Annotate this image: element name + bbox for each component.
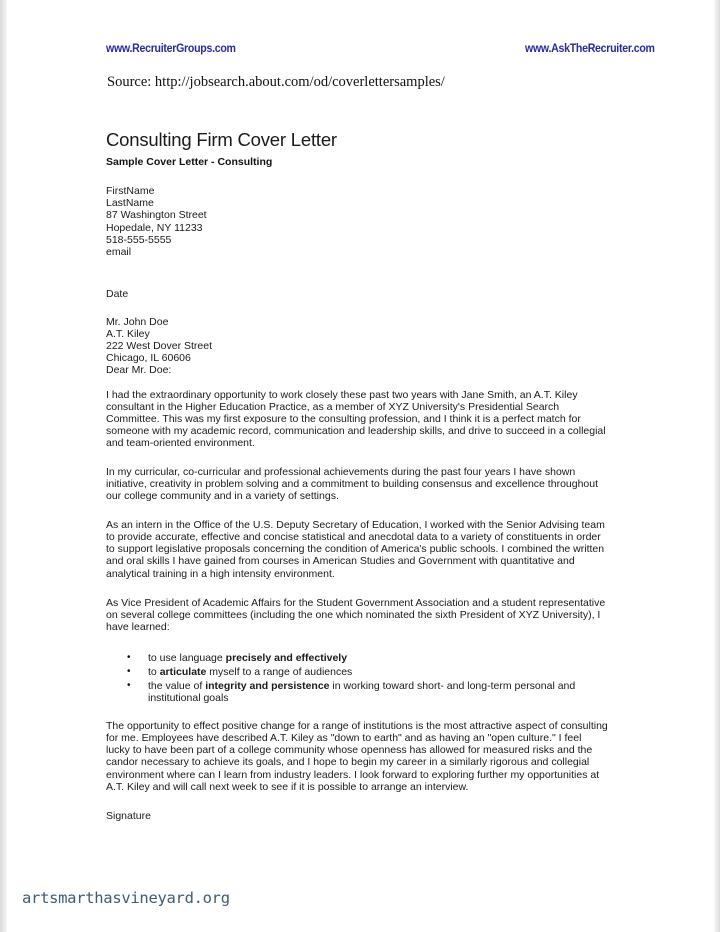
bullet-item — [148, 666, 352, 678]
recipient-line: 222 West Dover Street — [106, 340, 213, 352]
paragraph-line: I had the extraordinary opportunity to work closely these past two years with Jane Smith, an A.T. Kiley — [106, 389, 578, 401]
sender-line: 518-555-5555 — [106, 234, 172, 246]
date-line: Date — [106, 288, 129, 300]
bullet-text: the value of — [148, 680, 206, 692]
header-left-link[interactable]: www.RecruiterGroups.com — [106, 43, 236, 55]
sender-line: 87 Washington Street — [106, 209, 207, 221]
paragraph-line: Committee. This was my first exposure to the consulting profession, and I think it is a perfect match for — [106, 413, 581, 425]
signature-line: Signature — [106, 810, 151, 822]
sender-line: FirstName — [106, 185, 155, 197]
recipient-line: Chicago, IL 60606 — [106, 352, 191, 364]
salutation: Dear Mr. Doe: — [106, 364, 172, 376]
paragraph-line: As Vice President of Academic Affairs for the Student Government Association and a student representative — [106, 597, 606, 609]
paragraph-line: initiative, creativity in problem solving and a commitment to building consensus and excellence throughout — [106, 478, 599, 490]
paragraph-line: and team-oriented environment. — [106, 437, 255, 449]
bullet-item — [148, 652, 347, 664]
page-edge-right — [714, 0, 720, 932]
paragraph-line: As an intern in the Office of the U.S. Deputy Secretary of Education, I worked with the Senior Advising team — [106, 519, 605, 531]
paragraph-line: and oral skills I have gained from courses in American Studies and Government with quantitative and — [106, 555, 575, 567]
bullet-text: to use language — [148, 652, 226, 664]
paragraph-line: analytical training in a high intensity environment. — [106, 568, 335, 580]
bullet-text: in working toward short- and long-term personal and — [329, 680, 576, 692]
sender-line: Hopedale, NY 11233 — [106, 222, 203, 234]
bullet-bold-text: articulate — [159, 666, 207, 678]
paragraph-line: on several college committees (including the one which nominated the sixth President of XYZ University), I — [106, 609, 601, 621]
bullet-text: to — [148, 666, 160, 678]
bullet-marker: • — [127, 680, 131, 691]
recipient-line: A.T. Kiley — [106, 328, 150, 340]
paragraph-line: to provide accurate, effective and concise statistical and anecdotal data to a variety of constituents in order — [106, 531, 601, 543]
paragraph-line: The opportunity to effect positive change for a range of institutions is the most attractive aspect of consulting — [106, 720, 608, 732]
footer-watermark: artsmarthasvineyard.org — [22, 889, 230, 907]
paragraph-line: someone with my academic record, communication and leadership skills, and drive to succeed in a collegial — [106, 425, 606, 437]
source-line: Source: http://jobsearch.about.com/od/coverlettersamples/ — [107, 74, 445, 90]
paragraph-line: consultant in the Higher Education Practice, as a member of XYZ University's Presidential Search — [106, 401, 560, 413]
bullet-bold-text: precisely and effectively — [225, 652, 348, 664]
paragraph-line: environment where can I learn from industry leaders. I look forward to exploring further my opportunities at — [106, 769, 600, 781]
bullet-item-continuation: institutional goals — [148, 692, 229, 704]
document-title: Consulting Firm Cover Letter — [106, 129, 337, 150]
sender-line: LastName — [106, 197, 154, 209]
paragraph-line: our college community and in a variety of settings. — [106, 490, 339, 502]
header-right-link[interactable]: www.AskTheRecruiter.com — [525, 43, 655, 55]
paragraph-line: In my curricular, co-curricular and professional achievements during the past four years I have shown — [106, 466, 576, 478]
paragraph-line: lucky to have been part of a college community whose openness has allowed for measured risks and the — [106, 744, 593, 756]
paragraph-line: A.T. Kiley and will call next week to see if it is possible to arrange an interview. — [106, 781, 469, 793]
recipient-line: Mr. John Doe — [106, 316, 169, 328]
bullet-text: myself to a range of audiences — [206, 666, 353, 678]
paragraph-line: candor necessary to achieve its goals, and I hope to begin my career in a similarly rigorous and collegial — [106, 756, 590, 768]
page-edge-left — [0, 0, 7, 932]
bullet-marker: • — [127, 652, 131, 663]
bullet-marker: • — [127, 666, 131, 677]
paragraph-line: have learned: — [106, 621, 170, 633]
sender-line: email — [106, 246, 132, 258]
paragraph-line: for me. Employees have described A.T. Kiley as "down to earth" and as having an "open culture." I feel — [106, 732, 582, 744]
bullet-item — [148, 680, 575, 692]
bullet-bold-text: integrity and persistence — [205, 680, 330, 692]
document-subtitle: Sample Cover Letter - Consulting — [106, 156, 273, 168]
paragraph-line: to support legislative proposals concerning the condition of America's public schools. I combined the written — [106, 543, 605, 555]
